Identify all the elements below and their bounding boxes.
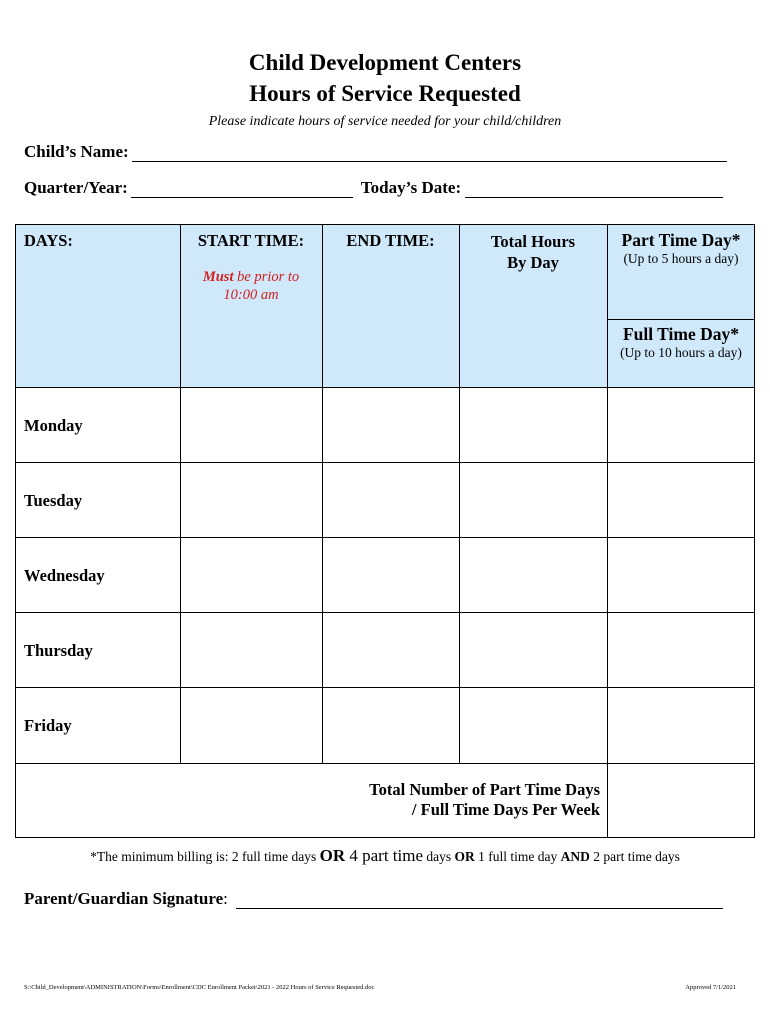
total-days-cell[interactable] [608,764,754,837]
billing-note-part1: *The minimum billing is: 2 full time days [90,849,320,864]
end-time-header: END TIME: [346,231,435,250]
start-time-note [180,268,322,304]
monday-total-cell[interactable] [460,388,607,462]
signature-row [24,889,723,909]
day-label-friday: Friday [24,716,72,735]
signature-field[interactable] [236,891,723,909]
days-header: DAYS: [24,231,73,250]
total-days-line1: Total Number of Part Time Days [369,780,600,799]
start-note-rest: be prior to [233,269,300,285]
todays-date-label: Today’s Date: [360,178,462,197]
day-label-monday: Monday [24,416,83,435]
full-time-note: (Up to 10 hours a day) [620,345,742,360]
todays-date-field[interactable] [465,180,723,198]
day-label-wednesday: Wednesday [24,566,105,585]
part-time-header: Part Time Day* [621,230,741,250]
billing-note-or1: OR [319,846,346,865]
monday-start-cell[interactable] [181,388,322,462]
day-label-tuesday: Tuesday [24,491,83,510]
total-hours-header [459,231,607,273]
childs-name-row [24,142,727,162]
monday-daytype-cell[interactable] [608,388,754,462]
start-time-header: START TIME: [197,231,305,250]
billing-note-or2: OR [454,849,475,864]
day-label-thursday: Thursday [24,641,93,660]
footer-approved-date: Approved 7/1/2021 [685,984,736,991]
wednesday-daytype-cell[interactable] [608,538,754,612]
tuesday-total-cell[interactable] [460,463,607,537]
thursday-daytype-cell[interactable] [608,613,754,687]
friday-daytype-cell[interactable] [608,688,754,763]
childs-name-label: Child’s Name: [24,142,129,161]
part-time-note: (Up to 5 hours a day) [623,251,739,266]
thursday-end-cell[interactable] [323,613,459,687]
footer-file-path: S:\Child_Development\ADMINISTRATION\Forms\Enrollment\CDC Enrollment Packet\2021 - 2022 Hours of Service Requested.doc [24,984,375,991]
page-title: Child Development Centers [248,50,522,75]
thursday-start-cell[interactable] [181,613,322,687]
wednesday-start-cell[interactable] [181,538,322,612]
tuesday-end-cell[interactable] [323,463,459,537]
total-hours-line1: Total Hours [490,232,576,251]
childs-name-field[interactable] [132,144,727,162]
instruction-text: Please indicate hours of service needed for your child/children [208,114,562,129]
billing-note-and: AND [560,849,590,864]
billing-note-part4: 1 full time day [474,849,561,864]
quarter-year-label: Quarter/Year: [24,178,128,197]
start-note-line2: 10:00 am [223,287,279,303]
signature-label: Parent/Guardian Signature [24,889,224,908]
total-hours-line2: By Day [507,253,559,272]
total-days-label [16,780,600,820]
total-days-line2: / Full Time Days Per Week [411,800,600,819]
tuesday-start-cell[interactable] [181,463,322,537]
wednesday-total-cell[interactable] [460,538,607,612]
friday-start-cell[interactable] [181,688,322,763]
friday-end-cell[interactable] [323,688,459,763]
quarter-year-field[interactable] [131,180,353,198]
quarter-date-row [24,178,723,198]
must-text: Must [202,269,234,285]
page-subtitle-title: Hours of Service Requested [249,81,521,106]
monday-end-cell[interactable] [323,388,459,462]
billing-note-part2: 4 part time [345,846,424,865]
full-time-header: Full Time Day* [622,324,740,344]
wednesday-end-cell[interactable] [323,538,459,612]
signature-colon: : [223,889,228,908]
tuesday-daytype-cell[interactable] [608,463,754,537]
billing-note [0,846,770,866]
thursday-total-cell[interactable] [460,613,607,687]
friday-total-cell[interactable] [460,688,607,763]
hours-table [15,224,755,838]
billing-note-part5: 2 part time days [589,849,680,864]
billing-note-part3: days [423,849,455,864]
